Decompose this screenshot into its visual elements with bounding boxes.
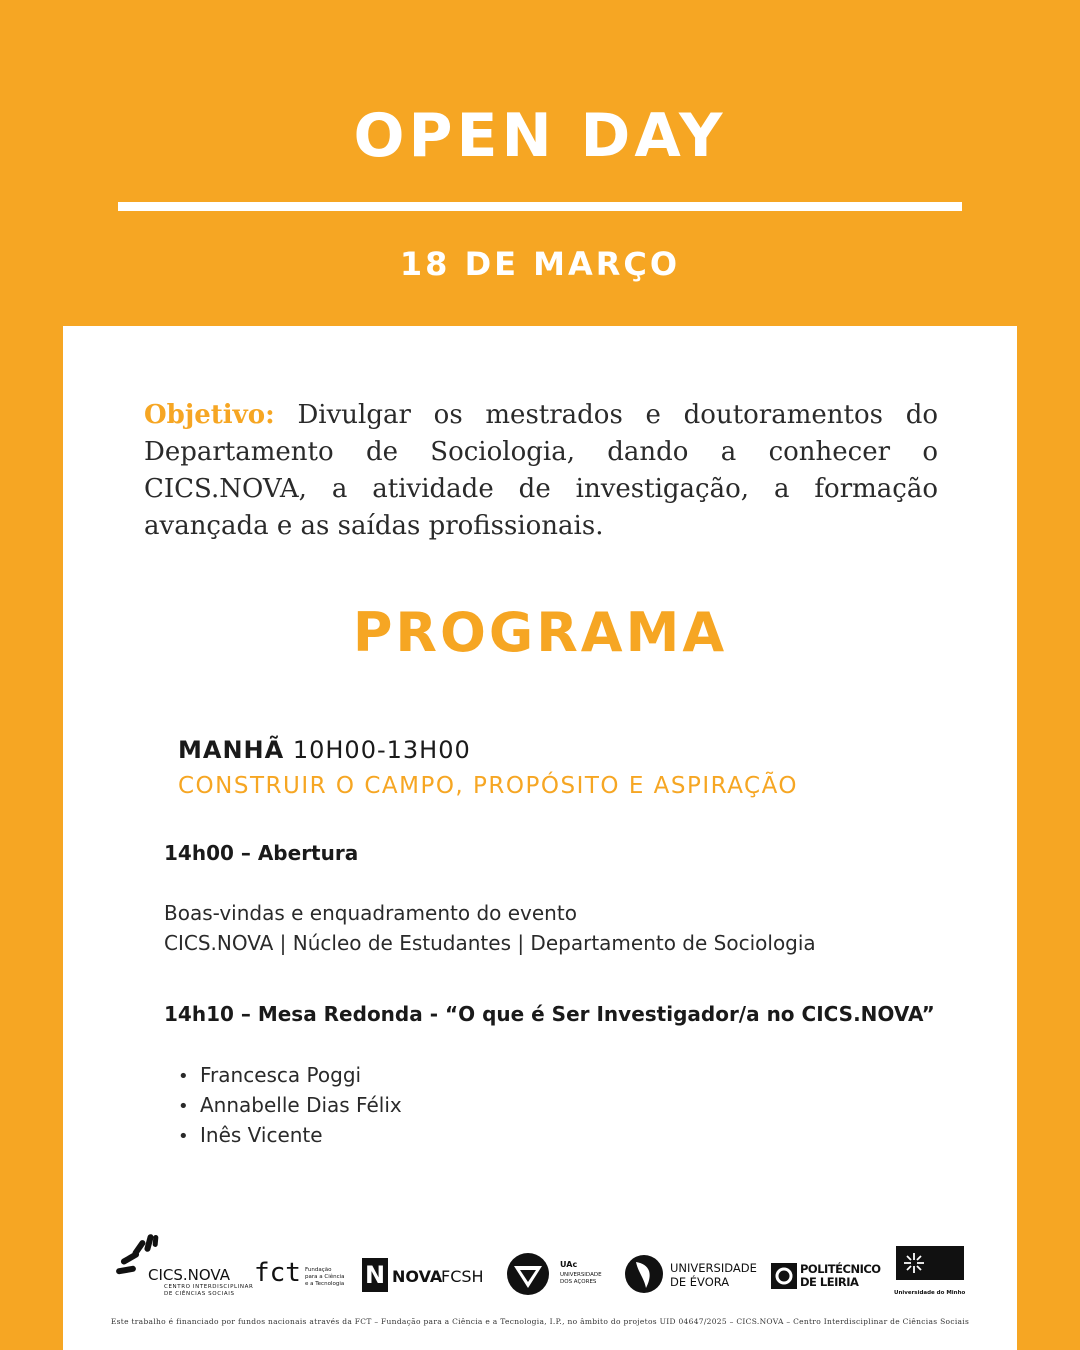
nova-n-mark: N (362, 1258, 388, 1292)
agenda-item-heading: 14h10 – Mesa Redonda - “O que é Ser Investigador/a no CICS.NOVA” (164, 1002, 935, 1026)
cics-nova-logo (114, 1234, 254, 1298)
minho-mark (896, 1246, 964, 1280)
funding-footer: Este trabalho é financiado por fundos nacionais através da FCT – Fundação para a Ciência e a Tecnologia, I.P., no âmbito do projetos UID 04647/2025 – CICS.NOVA – Centro Interdisciplinar de Ciências Sociais (110, 1317, 970, 1326)
leiria-line2: DE LEIRIA (800, 1275, 859, 1289)
uac-name: UAc (560, 1260, 578, 1269)
evora-line2: DE ÉVORA (670, 1275, 730, 1289)
minho-star-icon (902, 1251, 926, 1275)
objective-paragraph (144, 397, 938, 545)
uac-logo (506, 1252, 606, 1296)
uac-emblem-icon (506, 1252, 550, 1296)
evora-line1: UNIVERSIDADE (670, 1261, 757, 1275)
fct-subtitle: Fundação (305, 1267, 332, 1273)
partner-logos (100, 1230, 980, 1305)
fct-subtitle: para a Ciência (305, 1274, 345, 1280)
nova-text: NOVA (392, 1267, 443, 1286)
event-date: 18 DE MARÇO (399, 245, 681, 283)
leiria-line1: POLITÉCNICO (800, 1262, 881, 1276)
speaker-item: • Annabelle Dias Félix (178, 1092, 402, 1122)
program-title: PROGRAMA (352, 601, 728, 664)
nova-fcsh-logo (362, 1258, 490, 1296)
fct-mark: fct (254, 1258, 301, 1288)
minho-logo (894, 1246, 966, 1302)
agenda-item-heading: 14h00 – Abertura (164, 841, 359, 865)
minho-name: Universidade do Minho (894, 1290, 966, 1296)
fcsh-text: FCSH (441, 1267, 484, 1286)
agenda-item-line: Boas-vindas e enquadramento do evento (164, 901, 577, 925)
objective-text: Divulgar os mestrados e doutoramentos do Departamento de Sociologia, dando a conhecer o CICS.NOVA, a atividade de investigação, a formação avançada e as saídas profissionais. (144, 400, 938, 541)
session-header (178, 735, 471, 765)
leiria-emblem-icon (771, 1263, 797, 1289)
fct-subtitle: e a Tecnologia (305, 1281, 345, 1287)
agenda-item-line: CICS.NOVA | Núcleo de Estudantes | Departamento de Sociologia (164, 931, 816, 955)
cics-name: CICS.NOVA (148, 1266, 230, 1284)
session-time: 10H00-13H00 (292, 736, 471, 764)
session-subtitle: CONSTRUIR O CAMPO, PROPÓSITO E ASPIRAÇÃO (178, 773, 799, 799)
speaker-item: • Francesca Poggi (178, 1062, 402, 1092)
fct-logo (254, 1260, 349, 1294)
event-title: OPEN DAY (353, 101, 727, 171)
uac-subtitle: UNIVERSIDADE (560, 1272, 602, 1278)
uac-subtitle: DOS AÇORES (560, 1279, 597, 1285)
title-divider (118, 202, 962, 211)
speaker-item: • Inês Vicente (178, 1122, 402, 1152)
cics-subtitle: DE CIÊNCIAS SOCIAIS (164, 1291, 235, 1297)
evora-emblem-icon (624, 1254, 664, 1294)
cics-subtitle: CENTRO INTERDISCIPLINAR (164, 1284, 254, 1290)
session-period: MANHÃ (178, 736, 285, 764)
evora-logo (624, 1252, 756, 1296)
leiria-logo (771, 1260, 881, 1294)
speaker-list (178, 1062, 402, 1152)
objective-label: Objetivo: (144, 400, 275, 430)
